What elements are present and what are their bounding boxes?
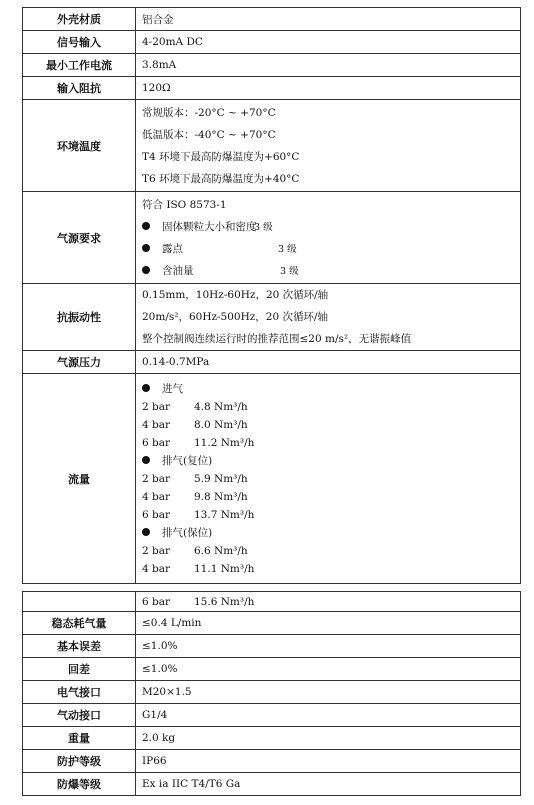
list-item (142, 216, 520, 238)
flow-row: 2 bar 5.9 Nm³/h (142, 472, 248, 485)
vibration-line: 20m/s²，60Hz-500Hz，20 次循环/轴 (142, 311, 329, 323)
temperature-line: T6 环境下最高防爆温度为+40°C (142, 172, 300, 185)
row-value: Ex ia IIC T4/T6 Ga (136, 773, 521, 796)
list-item (142, 238, 520, 260)
row-value: 120Ω (136, 77, 521, 100)
bullet-icon (142, 456, 150, 464)
list-item (142, 260, 520, 282)
row-hysteresis (23, 658, 521, 681)
row-explosion-proof (23, 773, 521, 796)
row-value: 3.8mA (136, 54, 521, 77)
bullet-icon (142, 528, 150, 536)
bullet-icon (142, 384, 150, 392)
row-electrical-interface (23, 681, 521, 704)
vibration-lines (136, 284, 521, 351)
row-label: 环境温度 (23, 100, 136, 192)
flow-group-title: 排气(保位) (142, 524, 520, 542)
row-pneumatic-interface (23, 704, 521, 727)
spec-table-2 (22, 591, 521, 796)
row-label: 重量 (23, 727, 136, 750)
temperature-line: 低温版本：-40°C ~ +70°C (142, 128, 276, 141)
row-value: 铝合金 (136, 8, 521, 31)
row-label: 信号输入 (23, 31, 136, 54)
item-grade: 3 级 (254, 221, 273, 233)
item-name: 露点 (162, 242, 183, 255)
flow-row: 6 bar 15.6 Nm³/h (136, 592, 521, 612)
row-value: IP66 (136, 750, 521, 773)
row-value: 0.14-0.7MPa (136, 351, 521, 374)
row-label: 气源要求 (23, 192, 136, 284)
row-label: 基本误差 (23, 635, 136, 658)
row-label: 防爆等级 (23, 773, 136, 796)
row-label: 气动接口 (23, 704, 136, 727)
flow-row: 4 bar 9.8 Nm³/h (142, 490, 248, 503)
row-pressure (23, 351, 521, 374)
row-value: ≤1.0% (136, 635, 521, 658)
row-label: 回差 (23, 658, 136, 681)
item-grade: 3 级 (278, 243, 297, 255)
row-label: 电气接口 (23, 681, 136, 704)
flow-group-title: 排气(复位) (142, 452, 520, 470)
item-name: 含油量 (162, 264, 194, 277)
row-value: 2.0 kg (136, 727, 521, 750)
row-label: 最小工作电流 (23, 54, 136, 77)
row-flow-continued (23, 592, 521, 612)
row-temperature (23, 100, 521, 192)
temperature-line: T4 环境下最高防爆温度为+60°C (142, 150, 300, 163)
flow-row: 4 bar 11.1 Nm³/h (142, 562, 255, 575)
row-label: 稳态耗气量 (23, 612, 136, 635)
bullet-icon (142, 244, 150, 252)
row-value: G1/4 (136, 704, 521, 727)
row-value: M20×1.5 (136, 681, 521, 704)
row-vibration (23, 284, 521, 351)
flow-row: 2 bar 6.6 Nm³/h (142, 544, 248, 557)
row-consumption (23, 612, 521, 635)
item-grade: 3 级 (280, 265, 299, 277)
row-value: ≤1.0% (136, 658, 521, 681)
row-value: 4-20mA DC (136, 31, 521, 54)
row-basic-error (23, 635, 521, 658)
item-name: 固体颗粒大小和密度 (162, 220, 257, 233)
flow-row: 2 bar 4.8 Nm³/h (142, 400, 248, 413)
row-protection (23, 750, 521, 773)
row-flow (23, 374, 521, 584)
row-label: 防护等级 (23, 750, 136, 773)
row-label: 流量 (23, 374, 136, 584)
flow-row: 4 bar 8.0 Nm³/h (142, 418, 248, 431)
flow-row: 6 bar 13.7 Nm³/h (142, 508, 255, 521)
row-weight (23, 727, 521, 750)
vibration-line: 0.15mm，10Hz-60Hz，20 次循环/轴 (142, 289, 329, 301)
spec-table-1 (22, 7, 521, 584)
row-signal (23, 31, 521, 54)
row-min-current (23, 54, 521, 77)
bullet-icon (142, 222, 150, 230)
temperature-line: 常规版本：-20°C ~ +70°C (142, 106, 276, 119)
row-label: 气源压力 (23, 351, 136, 374)
bullet-icon (142, 266, 150, 274)
flow-group-title: 进气 (142, 380, 520, 398)
row-impedance (23, 77, 521, 100)
air-source-details (136, 192, 521, 284)
row-label: 抗振动性 (23, 284, 136, 351)
temperature-lines (136, 100, 521, 192)
row-label: 外壳材质 (23, 8, 136, 31)
row-housing (23, 8, 521, 31)
row-air-source (23, 192, 521, 284)
row-value: ≤0.4 L/min (136, 612, 521, 635)
row-label: 输入阻抗 (23, 77, 136, 100)
flow-row: 6 bar 11.2 Nm³/h (142, 436, 255, 449)
air-source-standard: 符合 ISO 8573-1 (142, 198, 227, 211)
flow-details (136, 374, 521, 584)
vibration-line: 整个控制阀连续运行时的推荐范围≤20 m/s²，无谐振峰值 (142, 333, 412, 345)
